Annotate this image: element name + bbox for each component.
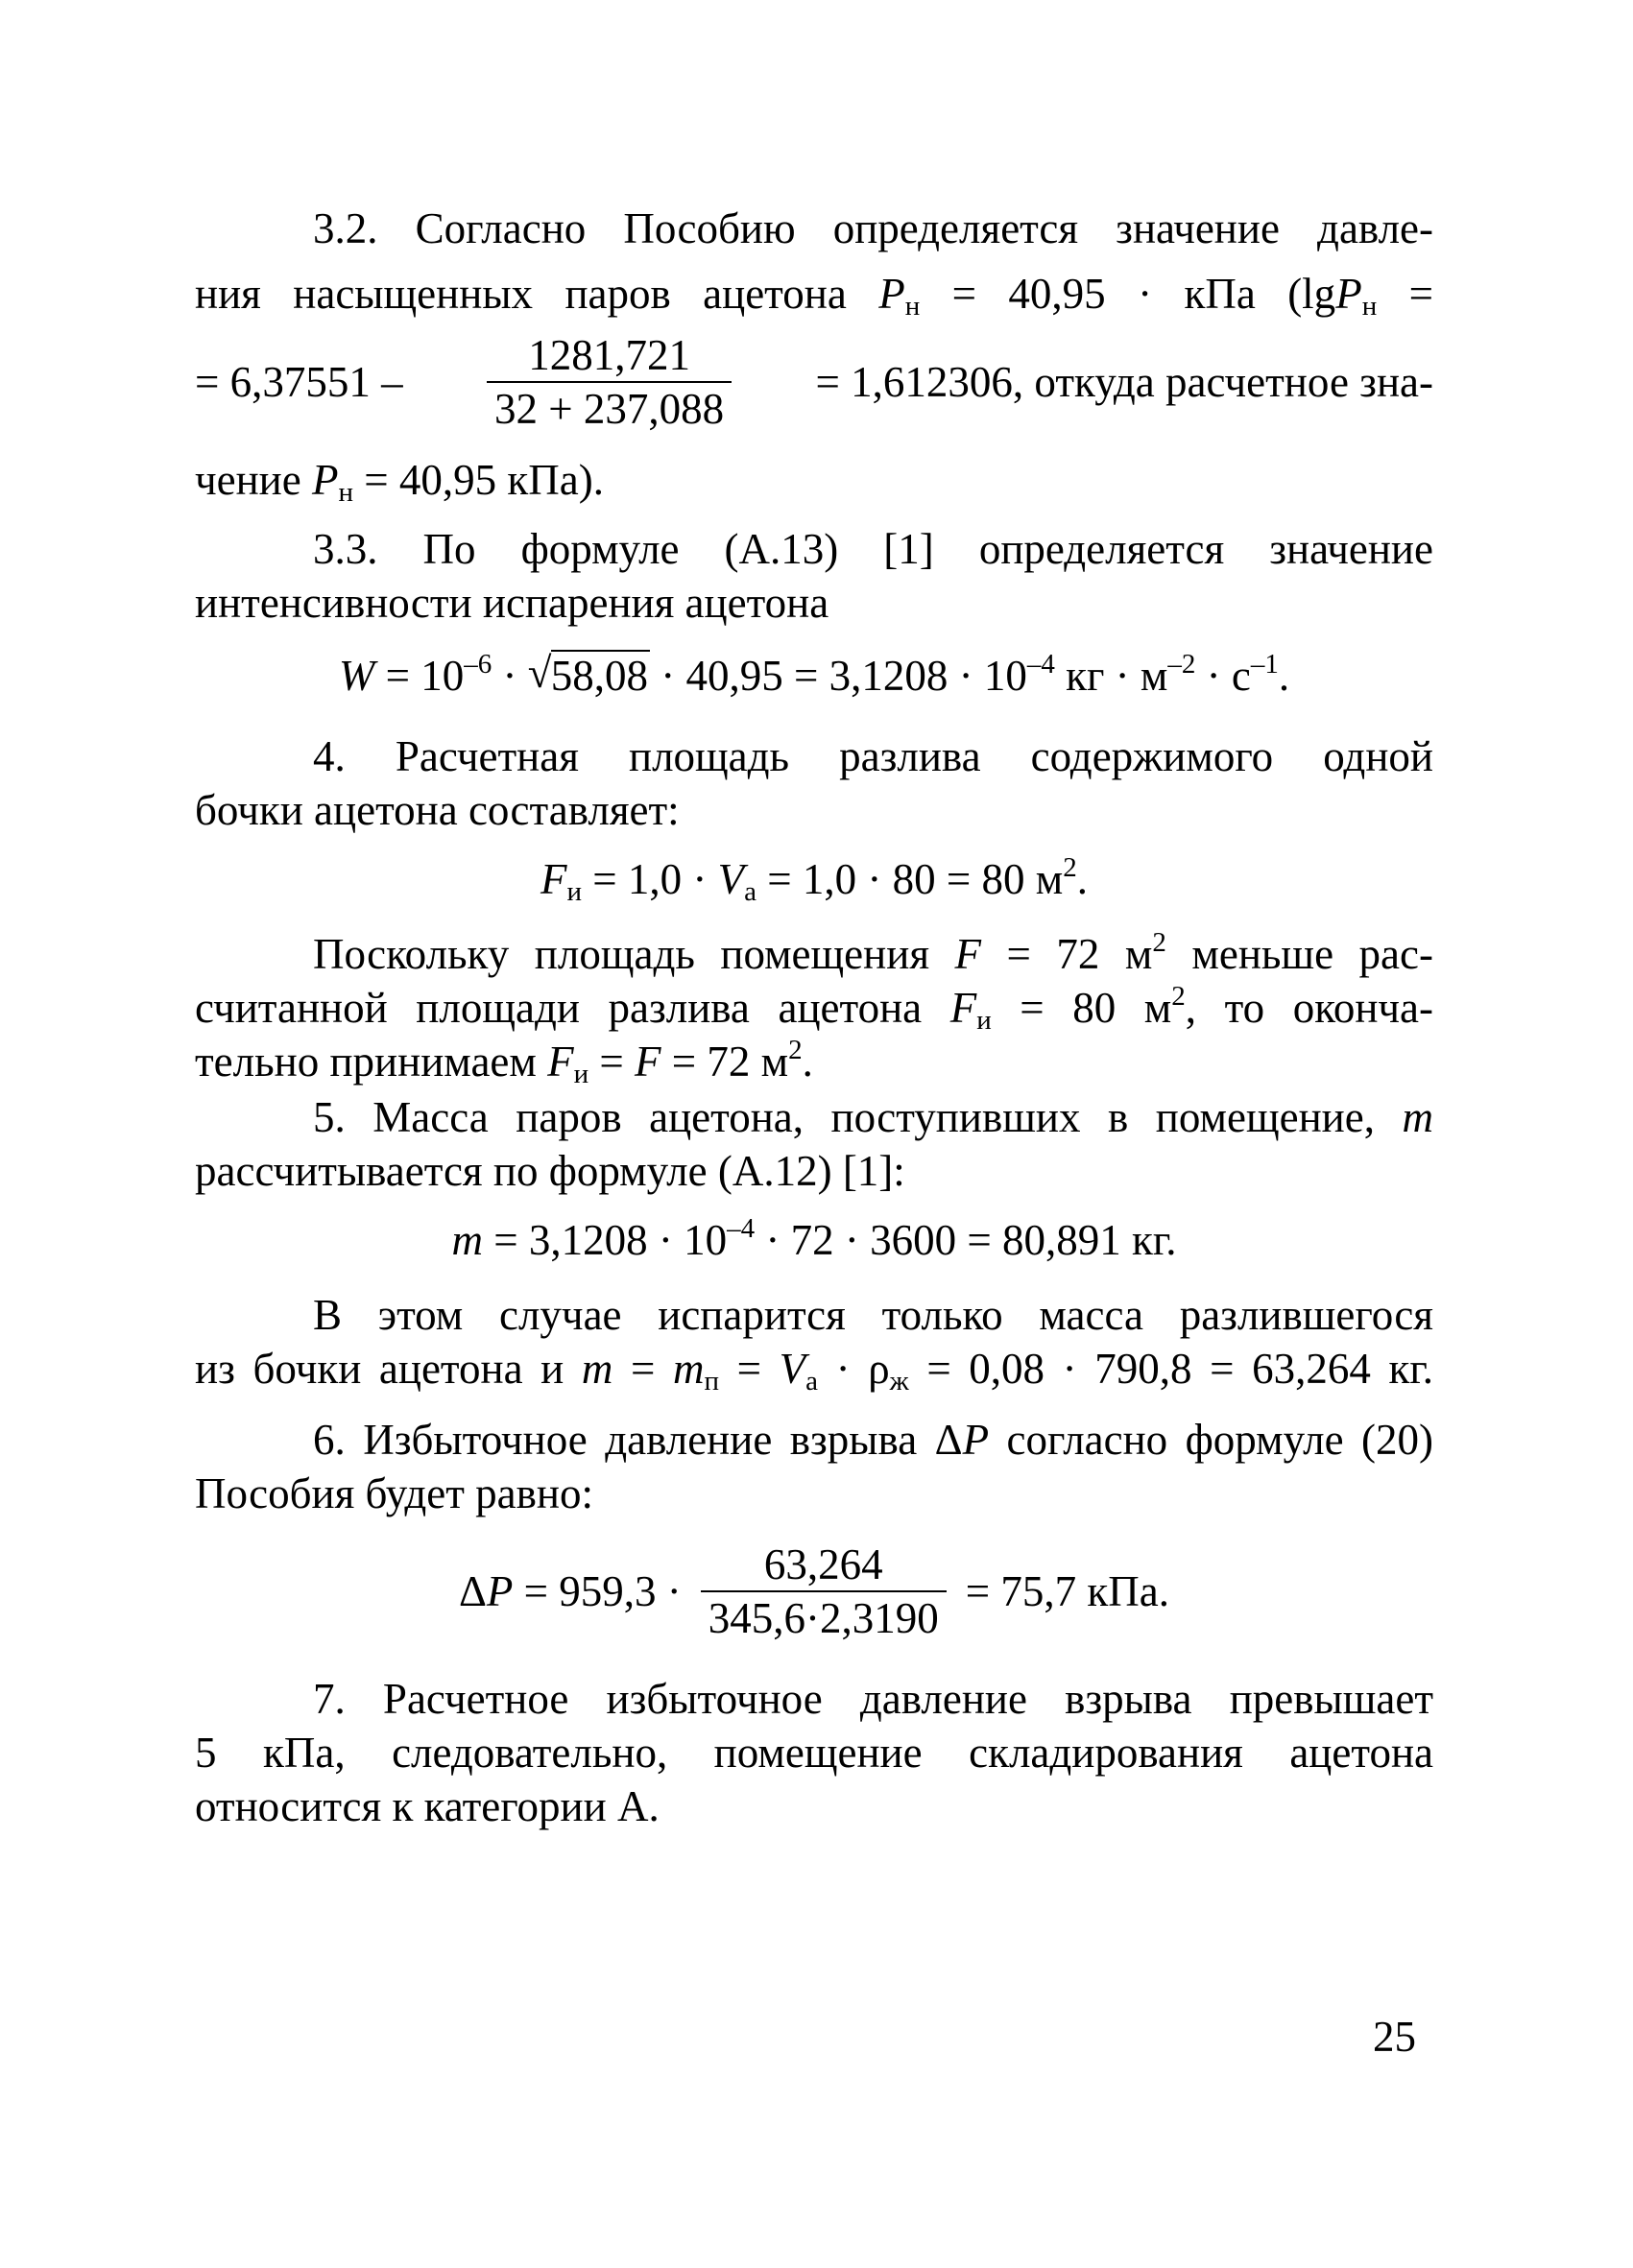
superscript: 2: [1152, 927, 1166, 958]
text: = 1,612306, откуда расчетное зна-: [815, 358, 1433, 406]
var-f: F: [949, 984, 977, 1032]
superscript: –4: [1026, 649, 1055, 680]
p7-line-2: [195, 1726, 1433, 1779]
p5-line-3: [313, 1288, 1433, 1342]
text: бочки ацетона составляет:: [195, 786, 680, 834]
text: 3.3. По формуле (А.13) [1] определяется значение: [313, 525, 1433, 573]
text: = 72 м: [981, 930, 1153, 978]
subscript: н: [904, 291, 921, 322]
radicand: 58,08: [550, 652, 648, 700]
square-root: [528, 649, 650, 703]
text: = 6,37551 –: [195, 358, 403, 406]
denominator: 32 + 237,088: [487, 381, 732, 435]
subscript: н: [338, 477, 354, 508]
text: = 3,1208 · 10: [483, 1216, 728, 1264]
text: =: [719, 1345, 780, 1393]
text: относится к категории А.: [195, 1782, 660, 1830]
p4-formula: [195, 852, 1433, 906]
subscript: а: [805, 1366, 818, 1397]
p32-line-1: [313, 202, 1433, 255]
superscript: 2: [1063, 852, 1077, 883]
var-p: P: [878, 270, 905, 318]
text: рассчитывается по формуле (А.12) [1]:: [195, 1147, 905, 1195]
text: =: [1377, 270, 1433, 318]
subscript: п: [704, 1366, 719, 1397]
var-v: V: [717, 855, 745, 903]
p6-line-2: [195, 1467, 1433, 1520]
radical-sign: √: [527, 649, 552, 697]
text: чение: [195, 456, 312, 504]
text: из бочки ацетона и: [195, 1345, 582, 1393]
text: = 72 м: [660, 1038, 789, 1086]
p5-line-4: [195, 1342, 1433, 1396]
p6-formula: [195, 1534, 1433, 1649]
text: В этом случае испарится только масса разлившегося: [313, 1291, 1433, 1339]
fraction: [487, 329, 732, 435]
var-f: F: [954, 930, 982, 978]
text: = 10: [374, 652, 465, 700]
superscript: –1: [1250, 649, 1279, 680]
text: Поскольку площадь помещения: [313, 930, 955, 978]
var-m: m: [1402, 1093, 1433, 1141]
text: [459, 1566, 682, 1616]
superscript: 2: [1171, 981, 1186, 1012]
text: кг · м: [1054, 652, 1168, 700]
var-m: m: [672, 1345, 705, 1393]
text: , то оконча-: [1185, 984, 1434, 1032]
var-p: P: [962, 1416, 990, 1464]
superscript: 2: [788, 1035, 803, 1065]
subscript: а: [744, 876, 757, 907]
p7-line-1: [313, 1672, 1433, 1726]
text: · ρ: [817, 1345, 890, 1393]
text: · 72 · 3600 = 80,891 кг.: [755, 1216, 1177, 1264]
var-p: P: [486, 1567, 514, 1615]
p4-line-1: [313, 729, 1433, 783]
subscript: и: [976, 1005, 992, 1036]
var-v: V: [779, 1345, 806, 1393]
p4-line-3: [313, 927, 1433, 981]
text: интенсивности испарения ацетона: [195, 579, 829, 627]
p33-line-2: [195, 576, 1433, 630]
text: 5. Масса паров ацетона, поступивших в помещение,: [313, 1093, 1403, 1141]
text: = 80 м: [991, 984, 1172, 1032]
var-m: m: [451, 1216, 484, 1264]
text: = 75,7 кПа.: [965, 1567, 1170, 1615]
subscript: и: [573, 1059, 589, 1089]
p6-line-1: [313, 1413, 1433, 1467]
text: 3.2. Согласно Пособию определяется значение давле-: [313, 204, 1433, 252]
text: = 1,0 · 80 = 80 м: [756, 855, 1064, 903]
p4-line-2: [195, 783, 1433, 837]
text: согласно формуле (20): [989, 1416, 1433, 1464]
superscript: –6: [464, 649, 492, 680]
p5-line-1: [313, 1090, 1433, 1144]
text: =: [612, 1345, 673, 1393]
text: 6. Избыточное давление взрыва Δ: [313, 1416, 963, 1464]
subscript: и: [566, 876, 583, 907]
var-w: W: [338, 652, 375, 700]
numerator: 63,264: [763, 1540, 883, 1588]
text: = 40,95 · кПа (lg: [920, 270, 1336, 318]
var-m: m: [581, 1345, 613, 1393]
p33-formula: [195, 649, 1433, 703]
text: = 959,3 ·: [513, 1567, 682, 1615]
numerator: 1281,721: [528, 331, 690, 379]
p7-line-3: [195, 1779, 1433, 1833]
text: · с: [1195, 652, 1251, 700]
p4-line-4: [195, 981, 1433, 1035]
text: 7. Расчетное избыточное давление взрыва превышает: [313, 1675, 1433, 1723]
var-f: F: [547, 1038, 574, 1086]
text: считанной площади разлива ацетона: [195, 984, 950, 1032]
page-number: 25: [1373, 2013, 1416, 2061]
text: = 1,0 ·: [582, 855, 718, 903]
text: меньше рас-: [1165, 930, 1433, 978]
text: Пособия будет равно:: [195, 1469, 593, 1517]
p32-line-2: [195, 267, 1433, 321]
text: · 40,95 = 3,1208 · 10: [650, 652, 1027, 700]
p32-formula-line: [195, 324, 1433, 440]
p4-line-5: [195, 1035, 1433, 1088]
var-f: F: [635, 1038, 661, 1086]
text: =: [588, 1038, 636, 1086]
text: тельно принимаем: [195, 1038, 548, 1086]
p5-formula: [195, 1213, 1433, 1267]
superscript: –2: [1167, 649, 1196, 680]
text: ·: [492, 652, 528, 700]
text: = 0,08 · 790,8 = 63,264 кг.: [908, 1345, 1433, 1393]
p5-line-2: [195, 1144, 1433, 1198]
subscript: ж: [889, 1366, 909, 1397]
text: .: [1076, 855, 1088, 903]
denominator: 345,6·2,3190: [701, 1590, 947, 1644]
text: Δ: [458, 1567, 487, 1615]
text: 5 кПа, следовательно, помещение складирования ацетона: [195, 1729, 1433, 1777]
text: = 40,95 кПа).: [353, 456, 604, 504]
var-f: F: [540, 855, 567, 903]
text: .: [802, 1038, 813, 1086]
fraction: [701, 1539, 947, 1644]
var-p: P: [312, 456, 339, 504]
text: 4. Расчетная площадь разлива содержимого одной: [313, 732, 1433, 780]
p33-line-1: [313, 522, 1433, 576]
var-p: P: [1335, 270, 1362, 318]
superscript: –4: [727, 1213, 756, 1244]
text: ния насыщенных паров ацетона: [195, 270, 879, 318]
text: .: [1278, 652, 1290, 700]
p32-line-4: [195, 453, 1433, 507]
subscript: н: [1361, 291, 1378, 322]
